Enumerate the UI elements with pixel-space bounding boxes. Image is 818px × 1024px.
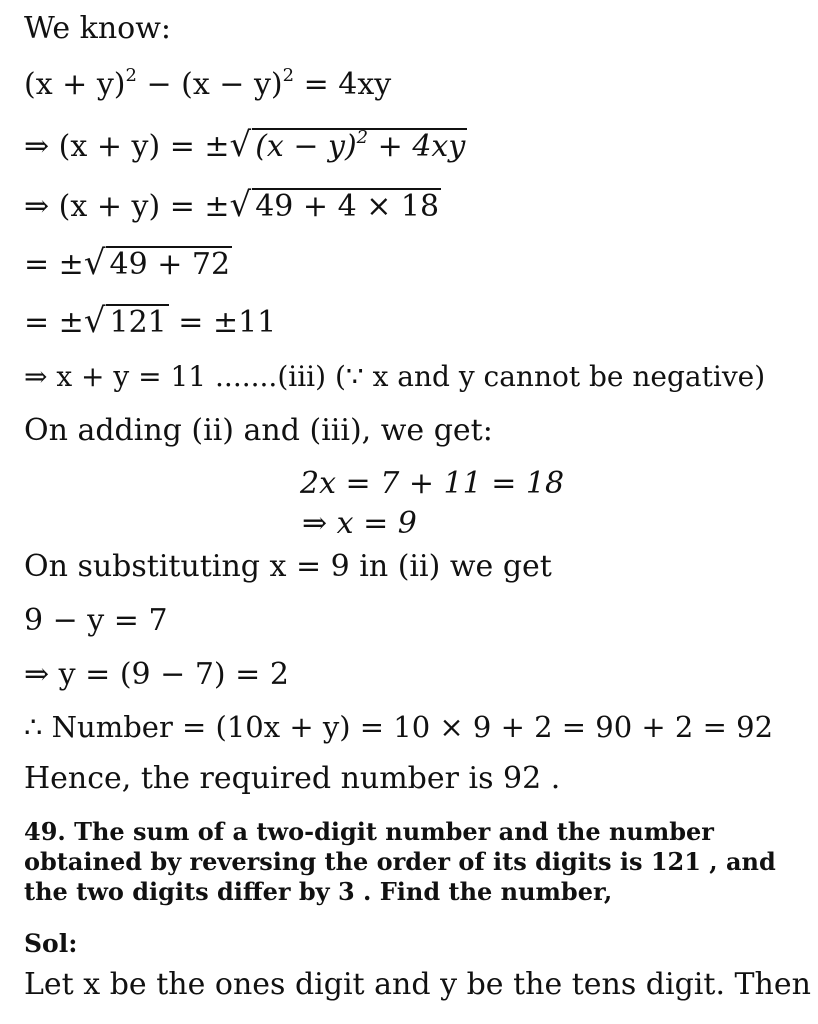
- step-1-prefix: ⇒ (x + y) = ±: [24, 129, 230, 164]
- step-4-suffix: = ±11: [168, 305, 277, 340]
- nine-minus-y-equation: 9 − y = 7: [24, 603, 168, 638]
- number-equation: ∴ Number = (10x + y) = 10 × 9 + 2 = 90 + 2 = 92: [24, 710, 774, 744]
- square-root: [229, 185, 442, 225]
- adding-text: On adding (ii) and (iii), we get:: [24, 413, 493, 448]
- step-2-equation: [24, 185, 441, 225]
- step-5-equation: ⇒ x + y = 11 .......(iii) (∵ x and y cannot be negative): [24, 360, 766, 393]
- exponent: 2: [356, 127, 369, 148]
- exponent: 2: [125, 65, 137, 86]
- step-3-prefix: = ±: [24, 247, 84, 282]
- sol-label: Sol:: [24, 929, 78, 958]
- identity-lhs: (x + y): [24, 67, 126, 102]
- identity-equation: [24, 65, 392, 102]
- radicand: 121: [106, 304, 168, 339]
- square-root: [83, 301, 169, 341]
- we-know-text: We know:: [24, 11, 172, 46]
- substituting-text: On substituting x = 9 in (ii) we get: [24, 549, 552, 584]
- square-root: [229, 125, 468, 165]
- radicand: $(x - y)^2 + 4xy$: [252, 128, 467, 163]
- x-equals-equation: ⇒ x = 9: [302, 506, 417, 541]
- radicand: 49 + 4 × 18: [252, 188, 441, 223]
- question-line-1: 49. The sum of a two-digit number and the number: [24, 817, 714, 846]
- identity-mid: − (x − y): [136, 67, 283, 102]
- radical-sign: √: [229, 185, 252, 225]
- radicand: 49 + 72: [106, 246, 232, 281]
- radical-sign: √: [229, 125, 252, 165]
- step-2-prefix: ⇒ (x + y) = ±: [24, 189, 230, 224]
- let-x-text: Let x be the ones digit and y be the tens digit. Then: [24, 967, 811, 1002]
- step-4-prefix: = ±: [24, 305, 84, 340]
- radical-sign: √: [83, 243, 106, 283]
- question-line-2: obtained by reversing the order of its digits is 121 , and: [24, 847, 776, 876]
- step-1-equation: [24, 125, 467, 165]
- y-equals-equation: ⇒ y = (9 − 7) = 2: [24, 657, 289, 692]
- identity-rhs: = 4xy: [294, 67, 392, 102]
- two-x-equation: 2x = 7 + 11 = 18: [300, 466, 565, 501]
- exponent: 2: [282, 65, 295, 86]
- hence-text: Hence, the required number is 92 .: [24, 761, 561, 796]
- radical-sign: √: [83, 301, 106, 341]
- question-line-3: the two digits differ by 3 . Find the number,: [24, 877, 613, 906]
- square-root: [83, 243, 232, 283]
- step-3-equation: [24, 243, 232, 283]
- step-4-equation: [24, 301, 277, 341]
